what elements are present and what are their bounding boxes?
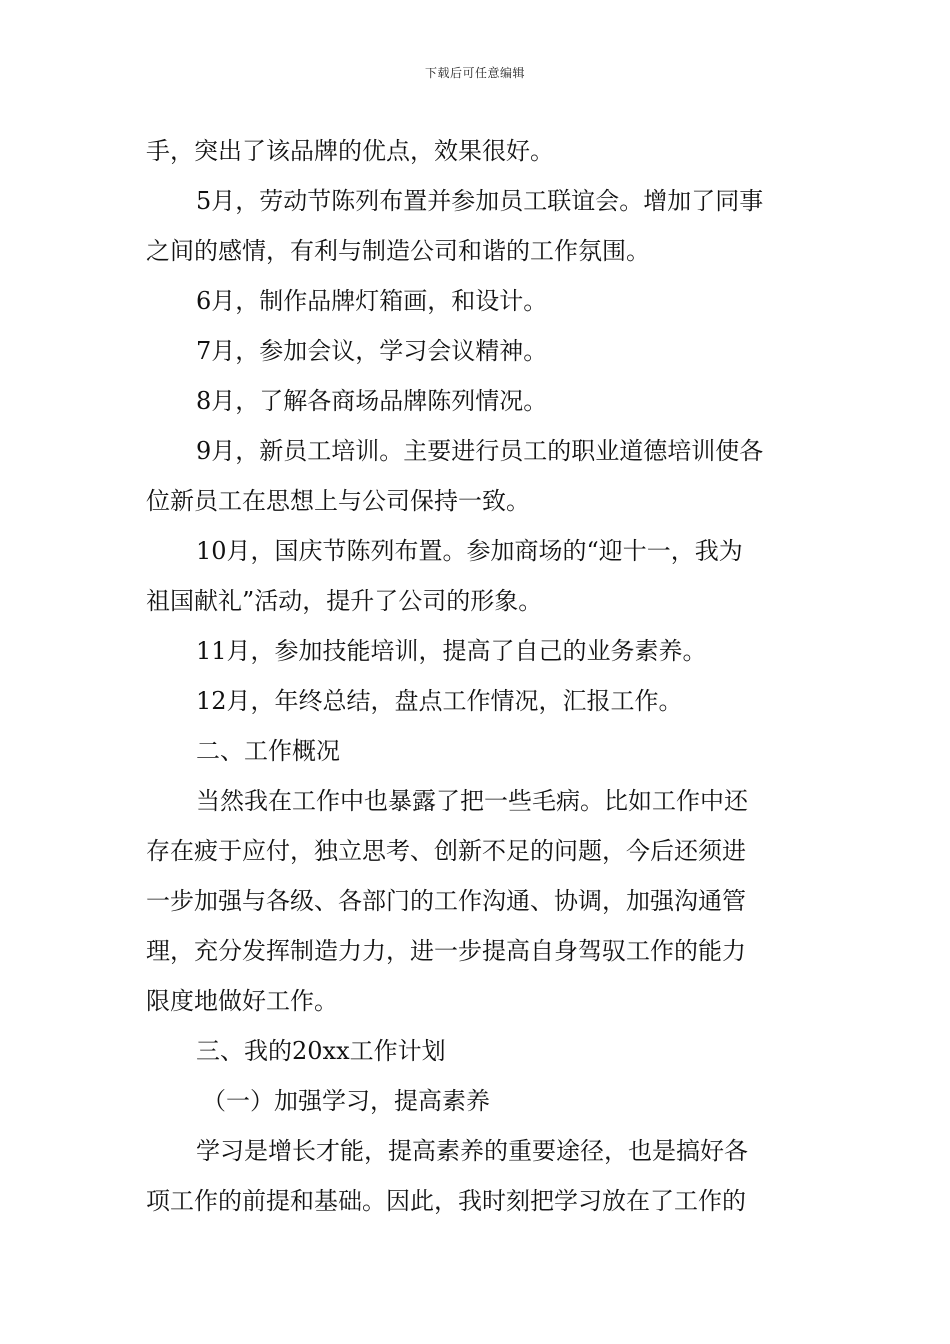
paragraph-line: 10月，国庆节陈列布置。参加商场的“迎十一，我为: [196, 537, 743, 565]
page-header-note: 下载后可任意编辑: [424, 66, 525, 80]
paragraph-line: 12月，年终总结，盘点工作情况，汇报工作。: [196, 687, 683, 715]
paragraph-line: 5月，劳动节陈列布置并参加员工联谊会。增加了同事: [196, 187, 764, 215]
paragraph-line: 当然我在工作中也暴露了把一些毛病。比如工作中还: [196, 787, 748, 815]
paragraph-line: 9月，新员工培训。主要进行员工的职业道德培训使各: [196, 437, 764, 465]
subsection-heading: （一）加强学习，提高素养: [202, 1087, 490, 1115]
paragraph-line: 祖国献礼”活动，提升了公司的形象。: [146, 587, 543, 615]
paragraph-line: 位新员工在思想上与公司保持一致。: [146, 487, 530, 515]
paragraph-line: 一步加强与各级、各部门的工作沟通、协调，加强沟通管: [146, 887, 746, 915]
paragraph-line: 11月，参加技能培训，提高了自己的业务素养。: [196, 637, 707, 665]
paragraph-line: 6月，制作品牌灯箱画，和设计。: [196, 287, 548, 315]
paragraph-line: 8月，了解各商场品牌陈列情况。: [196, 387, 548, 415]
paragraph-line: 7月，参加会议，学习会议精神。: [196, 337, 548, 365]
section-heading: 三、我的20xx工作计划: [196, 1037, 446, 1065]
paragraph-line: 限度地做好工作。: [146, 987, 338, 1015]
section-heading: 二、工作概况: [196, 737, 340, 765]
paragraph-line: 理，充分发挥制造力力，进一步提高自身驾驭工作的能力: [146, 937, 746, 965]
paragraph-line: 手，突出了该品牌的优点，效果很好。: [146, 137, 554, 165]
document-body: [146, 126, 808, 1226]
paragraph-line: 学习是增长才能，提高素养的重要途径，也是搞好各: [196, 1137, 748, 1165]
paragraph-line: 之间的感情，有利与制造公司和谐的工作氛围。: [146, 237, 650, 265]
paragraph-line: 存在疲于应付，独立思考、创新不足的问题，今后还须进: [146, 837, 746, 865]
paragraph-line: 项工作的前提和基础。因此，我时刻把学习放在了工作的: [146, 1187, 746, 1215]
